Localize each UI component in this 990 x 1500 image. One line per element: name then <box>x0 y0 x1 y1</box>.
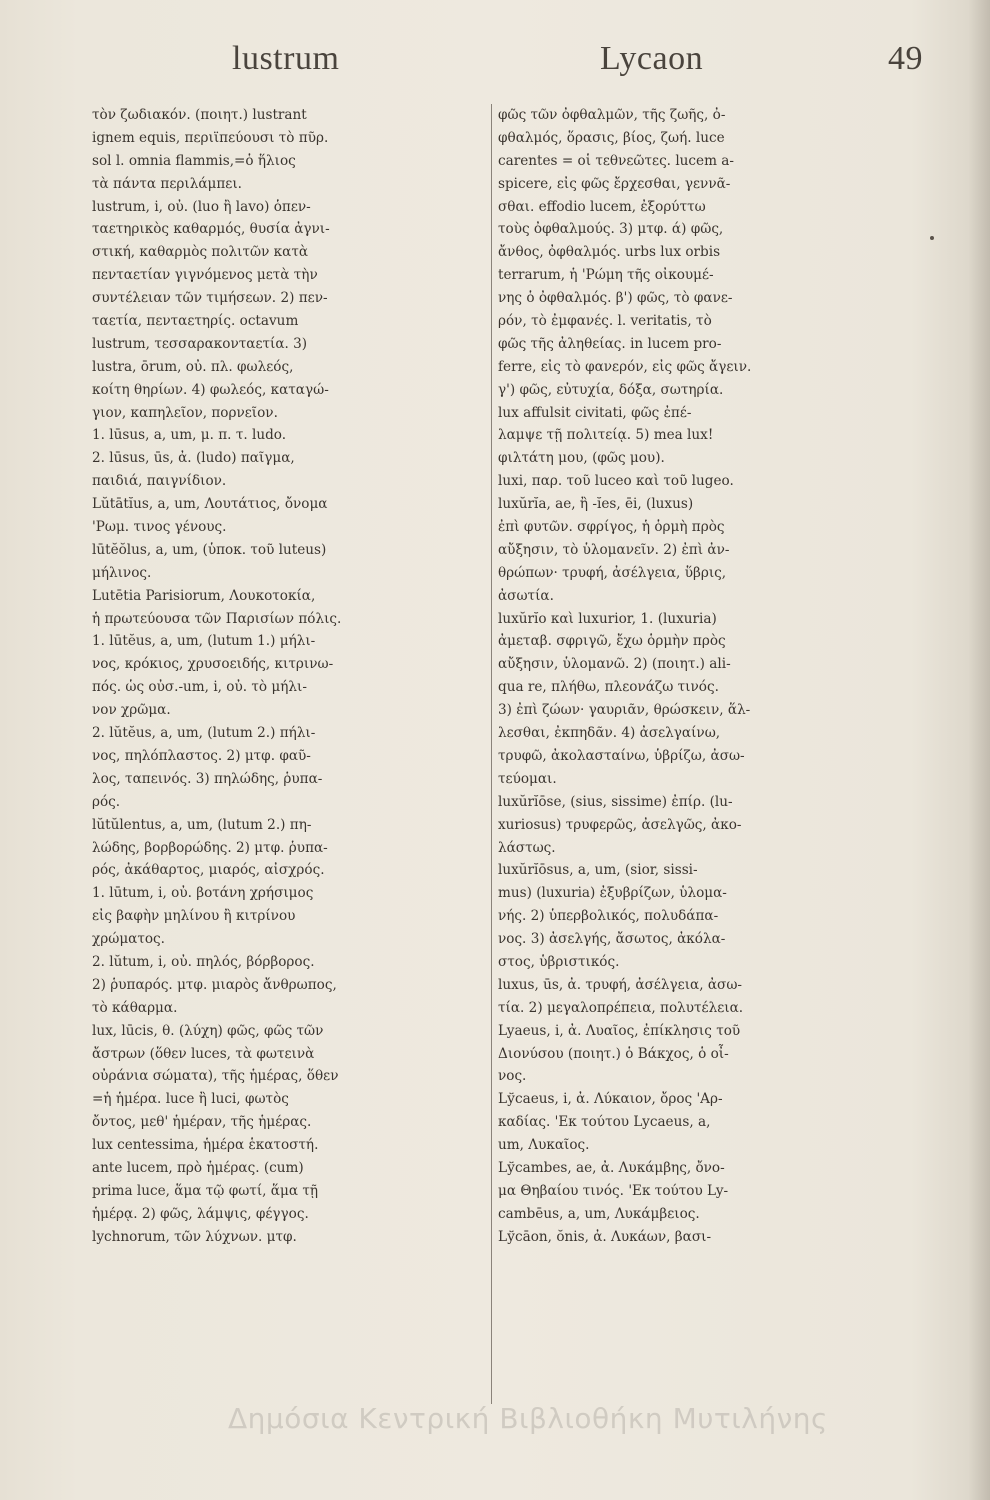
text-line: νος, πηλόπλαστος. 2) μτφ. φαῦ- <box>92 747 311 764</box>
text-line: φῶς τῆς ἀληθείας. in lucem pro- <box>498 335 722 352</box>
text-line: αὔξησιν, ὑλομανῶ. 2) (ποιητ.) ali- <box>498 656 731 673</box>
text-line: luxŭrĭa, ae, ἢ -ĭes, ēi, (luxus) <box>498 496 694 513</box>
page-number: 49 <box>888 40 923 77</box>
text-line: νος, κρόκιος, χρυσοειδής, κιτρινω- <box>92 656 334 673</box>
text-line: lŭtŭlentus, a, um, (lutum 2.) πη- <box>92 816 312 833</box>
text-line: Lўcāon, ŏnis, ἀ. Λυκάων, βασι- <box>498 1228 712 1245</box>
text-line: ρόν, τὸ ἐμφανές. l. veritatis, τὸ <box>498 313 712 330</box>
text-line: ὄντος, μεθ' ἡμέραν, τῆς ἡμέρας. <box>92 1114 312 1131</box>
text-line: um, Λυκαῖος. <box>498 1137 590 1154</box>
text-line: 1. lūtĕus, a, um, (lutum 1.) μήλι- <box>92 633 316 650</box>
text-line: lychnorum, τῶν λύχνων. μτφ. <box>92 1228 297 1245</box>
text-line: xuriosus) τρυφερῶς, ἀσελγῶς, ἀκο- <box>498 816 742 833</box>
text-line: luxus, ūs, ἀ. τρυφή, ἀσέλγεια, ἀσω- <box>498 976 742 993</box>
text-line: ρός. <box>92 793 121 810</box>
text-line: 'Ρωμ. τινος γένους. <box>92 519 227 536</box>
text-line: 2. lŭtĕus, a, um, (lutum 2.) πήλι- <box>92 725 316 742</box>
text-line: μήλινος. <box>92 564 152 581</box>
text-line: Lutētia Parisiorum, Λουκοτοκία, <box>92 587 316 604</box>
text-line: ἡμέρᾳ. 2) φῶς, λάμψις, φέγγος. <box>92 1205 309 1222</box>
text-line: λαμψε τῇ πολιτείᾳ. 5) mea lux! <box>498 427 714 444</box>
text-line: ἄστρων (ὅθεν luces, τὰ φωτεινὰ <box>92 1045 315 1062</box>
text-line: ἡ πρωτεύουσα τῶν Παρισίων πόλις. <box>92 610 342 627</box>
text-line: ignem equis, περιϊπεύουσι τὸ πῦρ. <box>92 129 329 146</box>
text-line: τὸν ζωδιακόν. (ποιητ.) lustrant <box>92 107 307 123</box>
text-line: συντέλειαν τῶν τιμήσεων. 2) πεν- <box>92 290 328 307</box>
text-line: 1. lūtum, i, οὐ. βοτάνη χρήσιμος <box>92 885 314 902</box>
text-line: terrarum, ἡ 'Ρώμη τῆς οἰκουμέ- <box>498 267 714 284</box>
text-line: lustrum, τεσσαρακονταετία. 3) <box>92 335 308 352</box>
text-line: luxi, παρ. τοῦ luceo καὶ τοῦ lugeo. <box>498 473 734 490</box>
text-line: spicere, εἰς φῶς ἔρχεσθαι, γεννᾶ- <box>498 175 731 192</box>
text-line: lux centessima, ἡμέρα ἑκατοστή. <box>92 1137 319 1154</box>
text-line: sol l. omnia flammis,=ὁ ἥλιος <box>92 152 296 169</box>
text-line: lux, lūcis, θ. (λύχη) φῶς, φῶς τῶν <box>92 1022 324 1039</box>
text-line: carentes = οἱ τεθνεῶτες. lucem a- <box>498 152 734 169</box>
text-line: νον χρῶμα. <box>92 702 171 719</box>
text-line: lūtĕŏlus, a, um, (ὑποκ. τοῦ luteus) <box>92 541 327 558</box>
text-line: οὐράνια σώματα), τῆς ἡμέρας, ὅθεν <box>92 1068 339 1085</box>
text-line: ρός, ἀκάθαρτος, μιαρός, αἰσχρός. <box>92 862 325 879</box>
text-line: ἄνθος, ὀφθαλμός. urbs lux orbis <box>498 244 721 261</box>
text-line: χρώματος. <box>92 931 165 948</box>
text-line: τρυφῶ, ἀκολασταίνω, ὑβρίζω, ἀσω- <box>498 747 745 764</box>
text-line: qua re, πλήθω, πλεονάζω τινός. <box>498 679 719 696</box>
text-line: μα Θηβαίου τινός. 'Εκ τούτου Ly- <box>498 1182 729 1199</box>
text-line: σθαι. effodio lucem, ἐξορύττω <box>498 198 706 215</box>
text-line: Lўcambes, ae, ἀ. Λυκάμβης, ὄνο- <box>498 1159 725 1176</box>
text-line: αὔξησιν, τὸ ὑλομανεῖν. 2) ἐπὶ ἀν- <box>498 541 730 558</box>
text-line: νος. <box>498 1068 527 1085</box>
text-line: mus) (luxuria) ἐξυβρίζων, ὑλομα- <box>498 885 727 902</box>
text-line: παιδιά, παιγνίδιον. <box>92 473 227 490</box>
text-line: luxŭrĭo καὶ luxurior, 1. (luxuria) <box>498 610 717 627</box>
library-watermark: Δημόσια Κεντρική Βιβλιοθήκη Μυτιλήνης <box>228 1402 828 1435</box>
text-line: 1. lūsus, a, um, μ. π. τ. ludo. <box>92 427 287 444</box>
text-line: τὸ κάθαρμα. <box>92 999 178 1016</box>
column-divider <box>491 104 492 1404</box>
text-line: στική, καθαρμὸς πολιτῶν κατὰ <box>92 244 309 261</box>
text-line: λος, ταπεινός. 3) πηλώδης, ῥυπα- <box>92 770 323 787</box>
text-line: τοὺς ὀφθαλμούς. 3) μτφ. ά) φῶς, <box>498 221 724 238</box>
text-line: γιον, καπηλεῖον, πορνεῖον. <box>92 404 278 421</box>
running-header <box>0 40 990 90</box>
text-line: lustrum, i, οὐ. (luo ἢ lavo) ὁπεν- <box>92 198 311 215</box>
text-line: =ἡ ἡμέρα. luce ἢ luci, φωτὸς <box>92 1091 289 1108</box>
text-line: ἐπὶ φυτῶν. σφρίγος, ἡ ὁρμὴ πρὸς <box>498 519 725 536</box>
text-line: ταετία, πενταετηρίς. octavum <box>92 313 299 330</box>
text-line: luxŭrĭōse, (sius, sissime) ἐπίρ. (lu- <box>498 793 733 810</box>
text-line: πενταετίαν γιγνόμενος μετὰ τὴν <box>92 267 318 284</box>
text-line: cambēus, a, um, Λυκάμβειος. <box>498 1205 700 1222</box>
text-line: κοίτη θηρίων. 4) φωλεός, καταγώ- <box>92 381 329 398</box>
text-line: luxŭrĭōsus, a, um, (sior, sissi- <box>498 862 698 879</box>
text-line: τεύομαι. <box>498 770 557 787</box>
page-edge-shadow <box>968 0 990 1500</box>
text-line: ferre, εἰς τὸ φανερόν, εἰς φῶς ἄγειν. <box>498 358 752 375</box>
text-line: Lŭtātĭus, a, um, Λουτάτιος, ὄνομα <box>92 496 328 513</box>
left-column <box>92 104 487 1249</box>
text-line: γ') φῶς, εὐτυχία, δόξα, σωτηρία. <box>498 381 724 398</box>
text-line: φθαλμός, ὅρασις, βίος, ζωή. luce <box>498 129 725 146</box>
text-line: 3) ἐπὶ ζώων· γαυριᾶν, θρώσκειν, ἅλ- <box>498 702 751 719</box>
header-right-guide-word: Lycaon <box>600 40 704 77</box>
text-line: Διονύσου (ποιητ.) ὁ Βάκχος, ὁ οἶ- <box>498 1045 729 1062</box>
text-line: θρώπων· τρυφή, ἀσέλγεια, ὕβρις, <box>498 564 727 581</box>
text-line: Lўcaeus, i, ἀ. Λύκαιον, ὄρος 'Αρ- <box>498 1091 723 1108</box>
text-line: λάστως. <box>498 839 556 856</box>
text-line: στος, ὑβριστικός. <box>498 953 620 970</box>
text-line: εἰς βαφὴν μηλίνου ἢ κιτρίνου <box>92 908 296 925</box>
text-line: νής. 2) ὑπερβολικός, πολυδάπα- <box>498 908 719 925</box>
text-line: 2. lūsus, ūs, ἀ. (ludo) παῖγμα, <box>92 450 295 467</box>
margin-mark <box>930 236 934 240</box>
text-line: 2. lŭtum, i, οὐ. πηλός, βόρβορος. <box>92 953 315 970</box>
right-column <box>498 104 893 1249</box>
text-line: καδίας. 'Εκ τούτου Lycaeus, a, <box>498 1114 711 1131</box>
text-line: νης ὁ ὀφθαλμός. β') φῶς, τὸ φανε- <box>498 290 733 307</box>
text-line: lux affulsit civitati, φῶς ἐπέ- <box>498 404 692 421</box>
text-line: φιλτάτη μου, (φῶς μου). <box>498 450 665 467</box>
text-line: ἀμεταβ. σφριγῶ, ἔχω ὁρμὴν πρὸς <box>498 633 726 650</box>
text-line: λώδης, βορβορώδης. 2) μτφ. ῥυπα- <box>92 839 328 856</box>
text-line: ante lucem, πρὸ ἡμέρας. (cum) <box>92 1159 304 1176</box>
text-line: prima luce, ἅμα τῷ φωτί, ἅμα τῇ <box>92 1182 318 1199</box>
text-line: 2) ῥυπαρός. μτφ. μιαρὸς ἄνθρωπος, <box>92 976 337 993</box>
text-line: λεσθαι, ἐκπηδᾶν. 4) ἀσελγαίνω, <box>498 725 721 742</box>
text-line: φῶς τῶν ὀφθαλμῶν, τῆς ζωῆς, ὀ- <box>498 107 726 123</box>
text-line: πός. ὡς οὐσ.-um, i, οὐ. τὸ μήλι- <box>92 679 307 696</box>
text-line: τία. 2) μεγαλοπρέπεια, πολυτέλεια. <box>498 999 744 1016</box>
text-line: ἀσωτία. <box>498 587 554 604</box>
text-line: νος. 3) ἀσελγής, ἄσωτος, ἀκόλα- <box>498 931 726 948</box>
text-line: lustra, ōrum, οὐ. πλ. φωλεός, <box>92 358 294 375</box>
header-left-guide-word: lustrum <box>232 40 340 77</box>
text-line: Lyaeus, i, ἀ. Λυαῖος, ἐπίκλησις τοῦ <box>498 1022 741 1039</box>
text-line: τὰ πάντα περιλάμπει. <box>92 175 242 192</box>
text-line: ταετηρικὸς καθαρμός, θυσία ἀγνι- <box>92 221 330 238</box>
